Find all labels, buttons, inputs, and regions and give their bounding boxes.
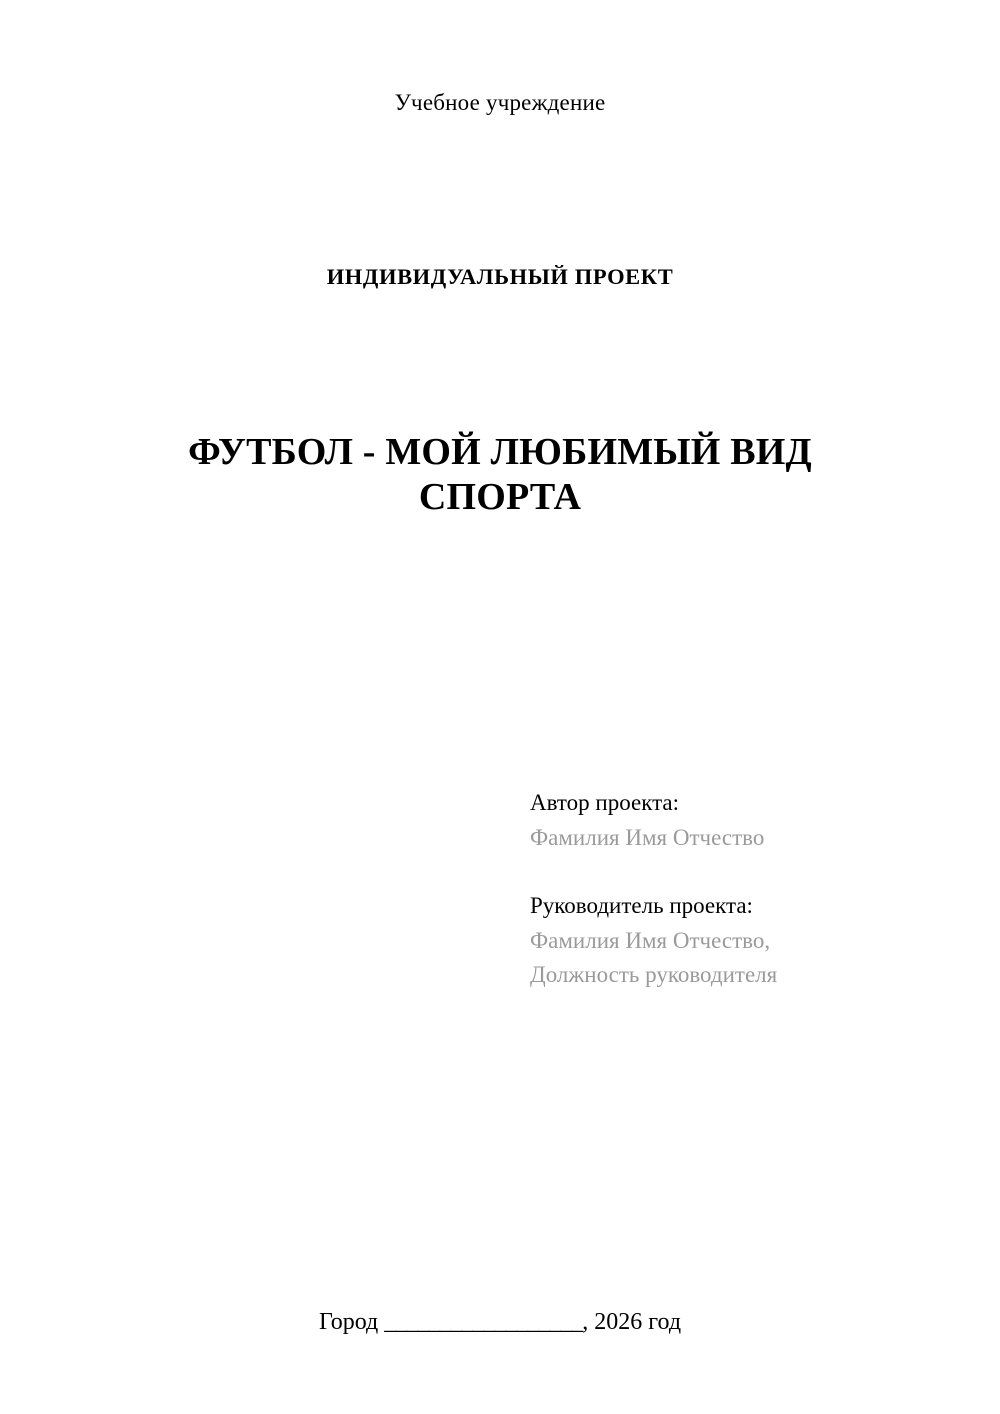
city-label: Город bbox=[318, 1309, 379, 1335]
author-block bbox=[530, 786, 930, 855]
document-type-heading: ИНДИВИДУАЛЬНЫЙ ПРОЕКТ bbox=[326, 264, 674, 289]
author-value: Фамилия Имя Отчество bbox=[530, 824, 765, 850]
author-label: Автор проекта: bbox=[530, 790, 679, 815]
institution-name: Учебное учреждение bbox=[394, 90, 606, 115]
credits-section bbox=[530, 786, 930, 1027]
supervisor-value-line-1: Фамилия Имя Отчество, bbox=[530, 927, 771, 953]
supervisor-value-line-2: Должность руководителя bbox=[530, 962, 778, 987]
supervisor-block bbox=[530, 889, 930, 993]
page-footer bbox=[0, 1309, 1000, 1336]
footer-year: , 2026 год bbox=[582, 1309, 682, 1335]
supervisor-label: Руководитель проекта: bbox=[530, 893, 753, 918]
project-title: ФУТБОЛ - МОЙ ЛЮБИМЫЙ ВИД СПОРТА bbox=[188, 431, 812, 518]
city-blank-line: __________________ bbox=[384, 1309, 583, 1335]
